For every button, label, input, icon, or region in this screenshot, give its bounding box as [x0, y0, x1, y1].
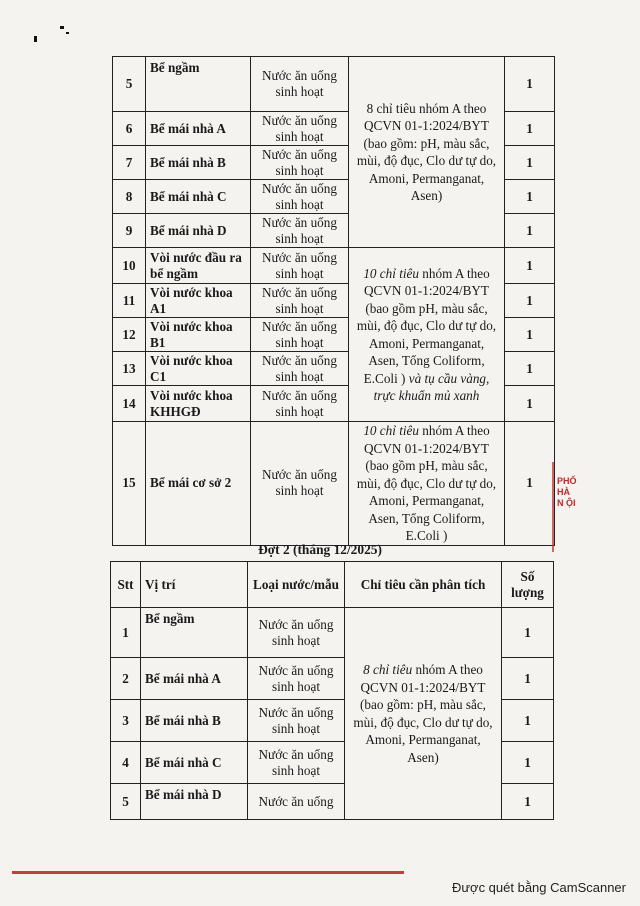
criteria-cell: [345, 608, 502, 820]
red-stamp: [552, 462, 627, 552]
header-location: Vị trí: [141, 562, 248, 608]
stt-cell: 5: [111, 784, 141, 820]
header-qty: Số lượng: [502, 562, 554, 608]
scan-speck: [34, 36, 37, 42]
header-type: Loại nước/mẫu: [248, 562, 345, 608]
location-cell: Vòi nước khoa B1: [146, 318, 251, 352]
qty-cell: 1: [505, 318, 555, 352]
qty-cell: 1: [505, 386, 555, 422]
type-cell: Nước ăn uống sinh hoạt: [251, 352, 349, 386]
scan-speck: [66, 32, 69, 34]
stt-cell: 2: [111, 658, 141, 700]
stt-cell: 4: [111, 742, 141, 784]
location-cell: Bể ngầm: [146, 57, 251, 112]
scan-speck: [60, 26, 64, 29]
criteria-cell: [349, 248, 505, 422]
location-cell: Bể ngầm: [141, 608, 248, 658]
table-row: [113, 248, 555, 284]
batch2-title: Đợt 2 (tháng 12/2025): [258, 542, 382, 557]
location-cell: Vòi nước đầu ra bể ngầm: [146, 248, 251, 284]
criteria-count: 10 chỉ tiêu: [363, 423, 419, 438]
stt-cell: 14: [113, 386, 146, 422]
location-cell: Bể mái nhà B: [146, 146, 251, 180]
qty-cell: 1: [505, 57, 555, 112]
qty-cell: 1: [505, 284, 555, 318]
criteria-cell: 8 chỉ tiêu nhóm A theo QCVN 01-1:2024/BYT (bao gồm: pH, màu sắc, mùi, độ đục, Clo dư tự do, Amoni, Permanganat, Asen): [349, 57, 505, 248]
criteria-cell: [349, 422, 505, 546]
criteria-extra: và tụ cầu vàng, trực khuẩn mủ xanh: [373, 370, 490, 403]
qty-cell: 1: [505, 352, 555, 386]
qty-cell: 1: [502, 742, 554, 784]
qty-cell: 1: [505, 422, 555, 546]
type-cell: Nước ăn uống sinh hoạt: [251, 248, 349, 284]
stt-cell: 15: [113, 422, 146, 546]
type-cell: Nước ăn uống sinh hoạt: [251, 112, 349, 146]
batch2-table: [110, 561, 554, 820]
criteria-count: 8 chỉ tiêu: [363, 662, 413, 677]
stt-cell: 12: [113, 318, 146, 352]
type-cell: Nước ăn uống sinh hoạt: [248, 658, 345, 700]
location-cell: Bể mái nhà B: [141, 700, 248, 742]
stt-cell: 9: [113, 214, 146, 248]
criteria-count: 10 chỉ tiêu: [363, 265, 419, 281]
type-cell: Nước ăn uống sinh hoạt: [251, 386, 349, 422]
criteria-text: nhóm A theo QCVN 01-1:2024/BYT (bao gồm pH, màu sắc, mùi, độ đục, Clo dư tự do, Amoni, Permanganat, Asen, Tổng Coliform, E.Coli ): [356, 423, 497, 543]
type-cell: Nước ăn uống sinh hoạt: [248, 608, 345, 658]
header-stt: Stt: [111, 562, 141, 608]
batch1-table: [112, 56, 555, 546]
type-cell: Nước ăn uống: [248, 784, 345, 820]
location-cell: Vòi nước khoa KHHGĐ: [146, 386, 251, 422]
type-cell: Nước ăn uống sinh hoạt: [251, 146, 349, 180]
location-cell: Bể mái nhà A: [146, 112, 251, 146]
qty-cell: 1: [505, 112, 555, 146]
qty-cell: 1: [502, 658, 554, 700]
type-cell: Nước ăn uống sinh hoạt: [251, 284, 349, 318]
table-row: [113, 422, 555, 546]
criteria-text: nhóm A theo QCVN 01-1:2024/BYT (bao gồm: pH, màu sắc, mùi, độ đục, Clo dư tự do, Amoni, Permanganat, Asen): [353, 662, 493, 765]
type-cell: Nước ăn uống sinh hoạt: [248, 700, 345, 742]
qty-cell: 1: [502, 608, 554, 658]
location-cell: Bể mái nhà A: [141, 658, 248, 700]
table-row: [111, 608, 554, 658]
table-header-row: [111, 562, 554, 608]
location-cell: Vòi nước khoa A1: [146, 284, 251, 318]
table-row: [113, 57, 555, 112]
qty-cell: 1: [502, 700, 554, 742]
location-cell: Bể mái nhà C: [146, 180, 251, 214]
qty-cell: 1: [505, 146, 555, 180]
stt-cell: 10: [113, 248, 146, 284]
qty-cell: 1: [505, 180, 555, 214]
type-cell: Nước ăn uống sinh hoạt: [251, 318, 349, 352]
stt-cell: 1: [111, 608, 141, 658]
location-cell: Bể mái nhà C: [141, 742, 248, 784]
stt-cell: 13: [113, 352, 146, 386]
stt-cell: 11: [113, 284, 146, 318]
red-scan-line: [12, 871, 404, 874]
type-cell: Nước ăn uống sinh hoạt: [251, 180, 349, 214]
stt-cell: 3: [111, 700, 141, 742]
header-criteria: Chỉ tiêu cần phân tích: [345, 562, 502, 608]
stt-cell: 5: [113, 57, 146, 112]
criteria-text: nhóm A theo QCVN 01-1:2024/BYT (bao gồm pH, màu sắc, mùi, độ đục, Clo dư tự do, Amoni, Permanganat, Asen, Tổng Coliform, E.Coli ): [356, 265, 497, 386]
type-cell: Nước ăn uống sinh hoạt: [248, 742, 345, 784]
stt-cell: 7: [113, 146, 146, 180]
scanner-footer: Được quét bằng CamScanner: [451, 880, 626, 895]
stt-cell: 8: [113, 180, 146, 214]
location-cell: Vòi nước khoa C1: [146, 352, 251, 386]
location-cell: Bể mái cơ sở 2: [146, 422, 251, 546]
qty-cell: 1: [505, 248, 555, 284]
qty-cell: 1: [502, 784, 554, 820]
location-cell: Bể mái nhà D: [146, 214, 251, 248]
stamp-text: PHỐ HÀ N ỘI: [557, 476, 577, 508]
type-cell: Nước ăn uống sinh hoạt: [251, 422, 349, 546]
type-cell: Nước ăn uống sinh hoạt: [251, 57, 349, 112]
qty-cell: 1: [505, 214, 555, 248]
stt-cell: 6: [113, 112, 146, 146]
type-cell: Nước ăn uống sinh hoạt: [251, 214, 349, 248]
location-cell: Bể mái nhà D: [141, 784, 248, 820]
